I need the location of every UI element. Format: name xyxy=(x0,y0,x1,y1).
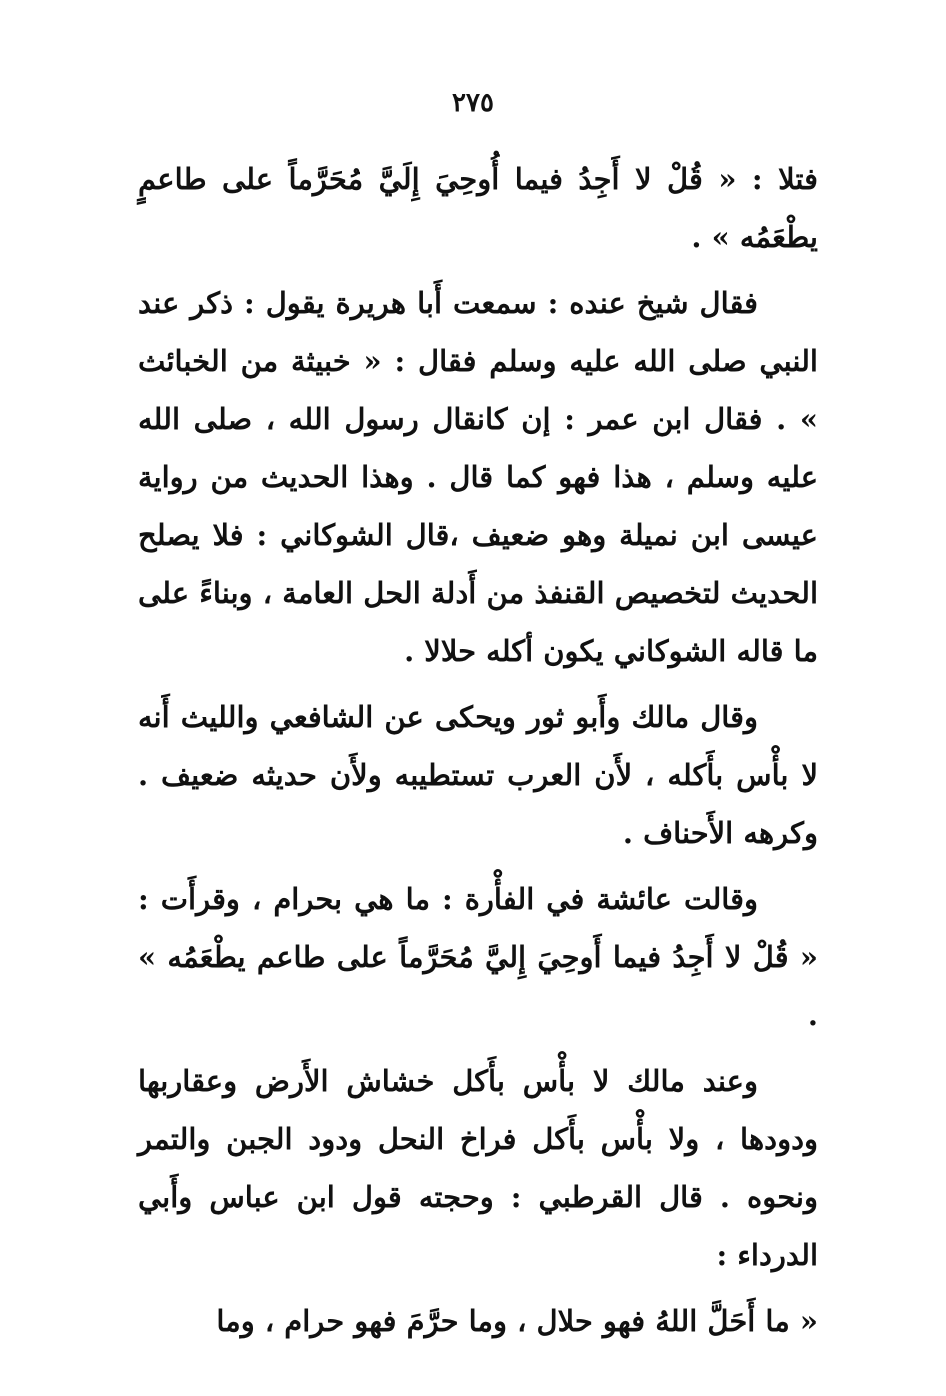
paragraph-hadith-discussion: فقال شيخ عنده : سمعت أَبا هريرة يقول : ذكر عند النبي صلى الله عليه وسلم فقال : « خبيثة من الخبائث » . فقال ابن عمر : إن كانقال رسول الله ، صلى الله عليه وسلم ، هذا فهو كما قال . وهذا الحديث من رواية عيسى ابن نميلة وهو ضعيف ،قال الشوكاني : فلا يصلح الحديث لتخصيص القنفذ من أَدلة الحل العامة ، وبناءً على ما قاله الشوكاني يكون أكله حلالا . xyxy=(138,286,818,668)
page-number: ٢٧٥ xyxy=(452,88,494,118)
paragraph-halal-haram-quote: « ما أَحَلَّ اللهُ فهو حلال ، وما حرَّمَ فهو حرام ، وما xyxy=(216,1304,818,1338)
paragraph-insects: وعند مالك لا بأْس بأَكل خشاش الأَرض وعقاربها ودودها ، ولا بأْس بأَكل فراخ النحل ودود الجبن والتمر ونحوه . قال القرطبي : وحجته قول ابن عباس وأَبي الدرداء : xyxy=(138,1064,818,1272)
paragraph-aisha-mouse: وقالت عائشة في الفأْرة : ما هي بحرام ، وقرأَت : « قُلْ لا أَجِدُ فيما أَوحِيَ إِليَّ مُحَرَّماً على طاعم يطْعَمُه » . xyxy=(138,882,818,1032)
paragraph-verse-quote: فتلا : « قُلْ لا أَجِدُ فيما أُوحِيَ إِلَيَّ مُحَرَّماً على طاعمٍ يطْعَمُه » . xyxy=(138,162,818,254)
paragraph-malik-opinion: وقال مالك وأَبو ثور ويحكى عن الشافعي والليث أَنه لا بأْس بأَكله ، لأَن العرب تستطيبه ولأَن حديثه ضعيف . وكرهه الأَحناف . xyxy=(138,700,818,850)
page-body xyxy=(138,150,818,1350)
